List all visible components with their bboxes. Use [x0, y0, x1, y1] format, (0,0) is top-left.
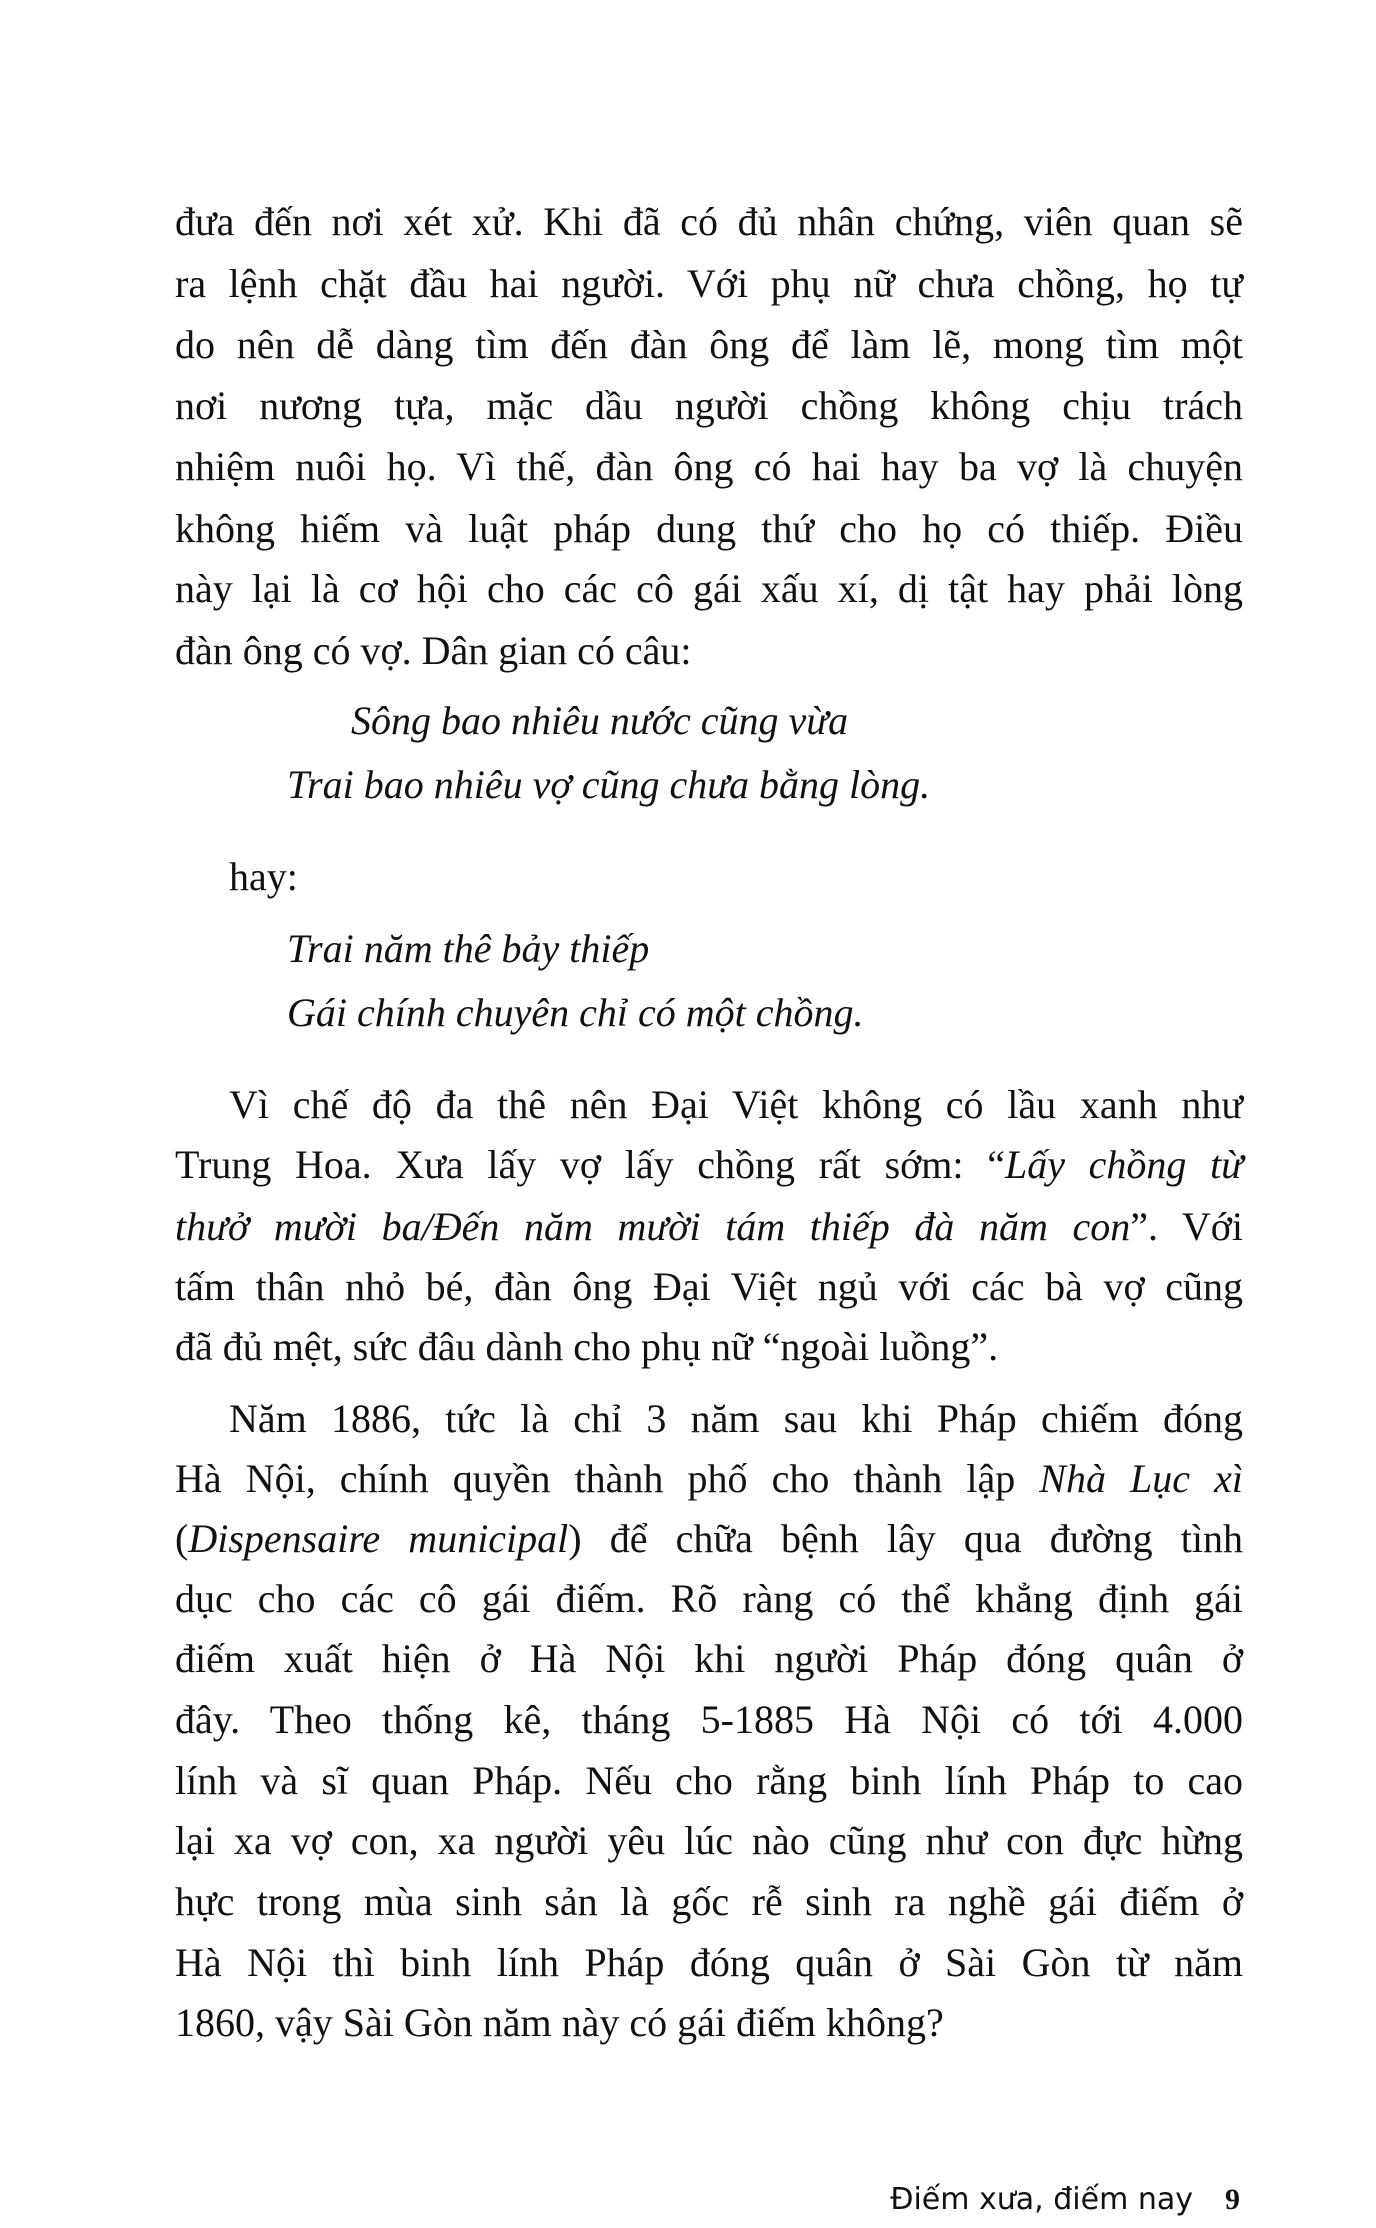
text-line — [175, 1135, 1243, 1195]
text-line — [175, 376, 1243, 436]
text-line — [229, 1389, 1243, 1449]
text-run: đàn ông có vợ. Dân gian có câu: — [175, 628, 692, 673]
text-line — [175, 1257, 1243, 1317]
text-line — [175, 192, 1243, 252]
text-line — [229, 1075, 1243, 1135]
italic-text: Lấy chồng từ — [1004, 1142, 1243, 1187]
text-line — [175, 1751, 1243, 1811]
text-line — [175, 621, 1243, 681]
text-run: ( — [175, 1516, 189, 1561]
text-line — [175, 1690, 1243, 1750]
text-run: hực trong mùa sinh sản là gốc rễ sinh ra nghề gái điếm ở — [175, 1879, 1243, 1924]
text-line — [175, 1197, 1243, 1257]
text-run: 1860, vậy Sài Gòn năm này có gái điếm không? — [175, 2000, 944, 2045]
text-run: Năm 1886, tức là chỉ 3 năm sau khi Pháp chiếm đóng — [229, 1396, 1243, 1441]
text-line — [175, 1933, 1243, 1993]
text-line — [175, 1509, 1243, 1569]
running-title: Điếm xưa, điếm nay — [890, 2182, 1193, 2217]
text-line — [175, 437, 1243, 497]
italic-text: Dispensaire municipal — [188, 1516, 569, 1561]
italic-text: thưở mười ba/Đến năm mười tám thiếp đà năm con — [175, 1204, 1131, 1249]
text-run: nơi nương tựa, mặc dầu người chồng không chịu trách — [175, 383, 1243, 428]
text-run: Sông bao nhiêu nước cũng vừa — [351, 698, 849, 743]
text-run: lại xa vợ con, xa người yêu lúc nào cũng như con đực hừng — [175, 1818, 1243, 1863]
text-run: hay: — [229, 854, 298, 899]
text-run: nhiệm nuôi họ. Vì thế, đàn ông có hai hay ba vợ là chuyện — [175, 444, 1243, 489]
text-run: do nên dễ dàng tìm đến đàn ông để làm lẽ, mong tìm một — [175, 322, 1243, 367]
text-run: đưa đến nơi xét xử. Khi đã có đủ nhân chứng, viên quan sẽ — [175, 199, 1243, 244]
text-run: điếm xuất hiện ở Hà Nội khi người Pháp đóng quân ở — [175, 1636, 1243, 1681]
text-line — [175, 1811, 1243, 1871]
text-run: Hà Nội, chính quyền thành phố cho thành lập — [175, 1456, 1040, 1501]
text-run: đây. Theo thống kê, tháng 5-1885 Hà Nội có tới 4.000 — [175, 1697, 1243, 1742]
text-line — [175, 1317, 1243, 1377]
text-line — [175, 315, 1243, 375]
text-run: lính và sĩ quan Pháp. Nếu cho rằng binh lính Pháp to cao — [175, 1758, 1243, 1803]
text-line — [175, 1993, 1243, 2053]
text-run: Trai năm thê bảy thiếp — [287, 926, 650, 971]
text-run: ra lệnh chặt đầu hai người. Với phụ nữ chưa chồng, họ tự — [175, 261, 1243, 306]
page-footer — [820, 2172, 1240, 2228]
page-number: 9 — [1225, 2183, 1240, 2216]
text-run: dục cho các cô gái điếm. Rõ ràng có thể khẳng định gái — [175, 1576, 1243, 1621]
text-line — [175, 499, 1243, 559]
text-run: ”. Với — [1130, 1204, 1243, 1249]
text-run: Trai bao nhiêu vợ cũng chưa bằng lòng. — [287, 762, 931, 807]
text-line — [229, 847, 1243, 907]
text-run: tấm thân nhỏ bé, đàn ông Đại Việt ngủ với các bà vợ cũng — [175, 1264, 1243, 1309]
text-run: Trung Hoa. Xưa lấy vợ lấy chồng rất sớm: “ — [175, 1142, 1005, 1187]
verse-line — [287, 755, 1243, 815]
text-line — [175, 1449, 1243, 1509]
text-run: Hà Nội thì binh lính Pháp đóng quân ở Sài Gòn từ năm — [175, 1940, 1243, 1985]
text-line — [175, 1872, 1243, 1932]
text-run: Gái chính chuyên chỉ có một chồng. — [287, 990, 864, 1035]
verse-line — [351, 691, 1243, 751]
text-run: này lại là cơ hội cho các cô gái xấu xí, dị tật hay phải lòng — [175, 566, 1243, 611]
verse-line — [287, 983, 1243, 1043]
text-line — [175, 1569, 1243, 1629]
text-run: đã đủ mệt, sức đâu dành cho phụ nữ “ngoài luồng”. — [175, 1324, 999, 1369]
text-run: Vì chế độ đa thê nên Đại Việt không có lầu xanh như — [229, 1082, 1243, 1127]
text-run: ) để chữa bệnh lây qua đường tình — [568, 1516, 1243, 1561]
text-line — [175, 254, 1243, 314]
text-line — [175, 559, 1243, 619]
italic-text: Nhà Lục xì — [1039, 1456, 1243, 1501]
text-run: không hiếm và luật pháp dung thứ cho họ có thiếp. Điều — [175, 506, 1243, 551]
verse-line — [287, 919, 1243, 979]
text-line — [175, 1629, 1243, 1689]
